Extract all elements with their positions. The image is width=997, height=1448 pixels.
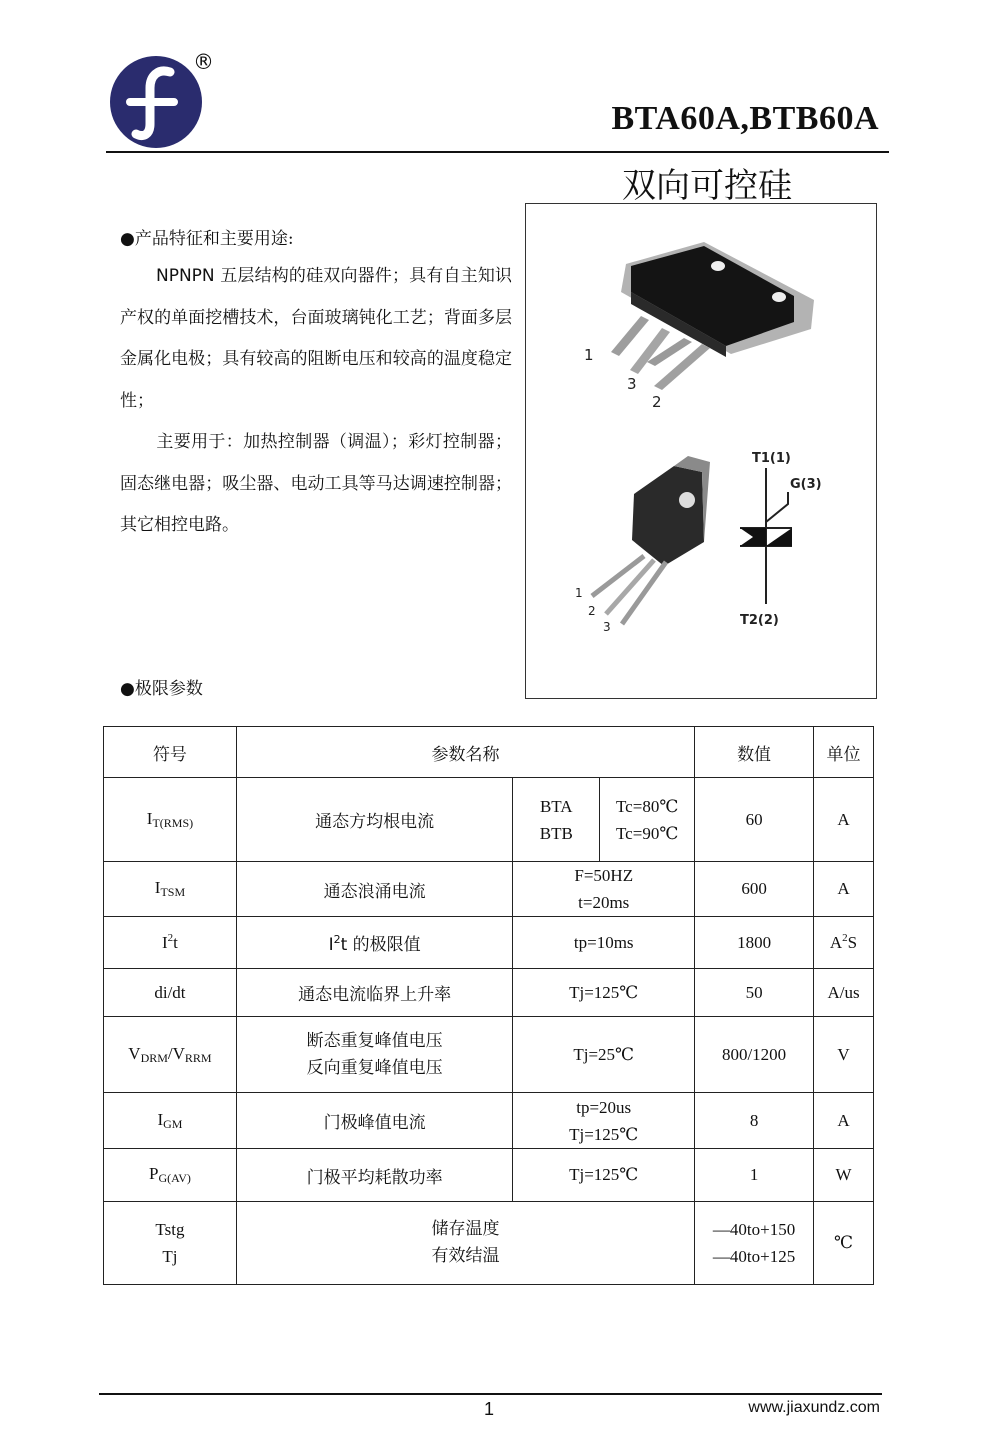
igm-condition: tp=20us Tj=125℃ bbox=[513, 1093, 695, 1149]
itrms-symbol: $I_{T(RMS)}$ bbox=[104, 778, 237, 862]
header-divider bbox=[106, 151, 889, 153]
page-number: 1 bbox=[484, 1399, 495, 1419]
i2t-value: 1800 bbox=[695, 917, 814, 969]
table-row-itrms bbox=[104, 778, 874, 862]
vdrm-unit: V bbox=[814, 1017, 874, 1093]
i2t-condition: tp=10ms bbox=[513, 917, 695, 969]
header-value: 数值 bbox=[695, 727, 814, 778]
didt-name: 通态电流临界上升率 bbox=[236, 969, 512, 1017]
table-row-didt bbox=[104, 969, 874, 1017]
igm-value: 8 bbox=[695, 1093, 814, 1149]
igm-name: 门极峰值电流 bbox=[236, 1093, 512, 1149]
itsm-name: 通态浪涌电流 bbox=[236, 862, 512, 917]
limits-table bbox=[103, 726, 874, 1285]
symbol-t2-label: T2(2) bbox=[740, 613, 779, 628]
temp-unit: ℃ bbox=[814, 1202, 874, 1285]
pkg2-pin-3: 3 bbox=[603, 620, 611, 634]
igm-symbol: $I_{GM}$ bbox=[104, 1093, 237, 1149]
table-row-vdrm bbox=[104, 1017, 874, 1093]
didt-value: 50 bbox=[695, 969, 814, 1017]
table-header-row bbox=[104, 727, 874, 778]
limits-heading: ●极限参数 bbox=[120, 679, 203, 699]
itsm-value: 600 bbox=[695, 862, 814, 917]
table-row-i2t bbox=[104, 917, 874, 969]
header-name: 参数名称 bbox=[236, 727, 694, 778]
package-figure bbox=[525, 203, 877, 699]
triac-symbol bbox=[740, 451, 822, 628]
itsm-condition: F=50HZ t=20ms bbox=[513, 862, 695, 917]
header-symbol: 符号 bbox=[104, 727, 237, 778]
company-logo bbox=[108, 54, 204, 150]
igm-unit: A bbox=[814, 1093, 874, 1149]
itrms-type: BTA BTB bbox=[513, 778, 600, 862]
i2t-unit: $A^2S$ bbox=[814, 917, 874, 969]
table-row-igm bbox=[104, 1093, 874, 1149]
table-row-temperature bbox=[104, 1202, 874, 1285]
symbol-g-label: G(3) bbox=[790, 477, 822, 492]
features-paragraph-2 bbox=[120, 422, 512, 547]
vdrm-name: 断态重复峰值电压 反向重复峰值电压 bbox=[236, 1017, 512, 1093]
itrms-name: 通态方均根电流 bbox=[236, 778, 512, 862]
pgav-unit: W bbox=[814, 1149, 874, 1202]
table-row-itsm bbox=[104, 862, 874, 917]
vdrm-value: 800/1200 bbox=[695, 1017, 814, 1093]
pkg2-pin-2: 2 bbox=[588, 604, 596, 618]
vdrm-condition: Tj=25℃ bbox=[513, 1017, 695, 1093]
itrms-value: 60 bbox=[695, 778, 814, 862]
temp-symbol: Tstg Tj bbox=[104, 1202, 237, 1285]
website-url: www.jiaxundz.com bbox=[748, 1399, 880, 1416]
pgav-value: 1 bbox=[695, 1149, 814, 1202]
pkg2-pin-1: 1 bbox=[575, 586, 583, 600]
itrms-case-temp: Tc=80℃ Tc=90℃ bbox=[600, 778, 695, 862]
pkg1-pin-2: 2 bbox=[652, 393, 662, 411]
i2t-symbol: $I^2t$ bbox=[104, 917, 237, 969]
header-unit: 单位 bbox=[814, 727, 874, 778]
didt-unit: A/us bbox=[814, 969, 874, 1017]
package-to247-view bbox=[575, 456, 710, 634]
features-paragraph-2-text: 主要用于：加热控制器（调温）；彩灯控制器；固态继电器；吸尘器、电动工具等马达调速控制器；其它相控电路。 bbox=[120, 432, 512, 535]
table-row-pgav bbox=[104, 1149, 874, 1202]
features-paragraph-1 bbox=[120, 256, 512, 422]
itrms-unit: A bbox=[814, 778, 874, 862]
pkg1-pin-3: 3 bbox=[627, 375, 637, 393]
temp-name: 储存温度 有效结温 bbox=[236, 1202, 694, 1285]
package-drawings bbox=[526, 204, 875, 697]
symbol-t1-label: T1(1) bbox=[752, 451, 791, 466]
pgav-condition: Tj=125℃ bbox=[513, 1149, 695, 1202]
temp-value: —40to+150 —40to+125 bbox=[695, 1202, 814, 1285]
itsm-unit: A bbox=[814, 862, 874, 917]
package-top-view bbox=[584, 242, 814, 411]
itsm-symbol: $I_{TSM}$ bbox=[104, 862, 237, 917]
footer-divider bbox=[99, 1393, 882, 1395]
i2t-name: $I^2t$ 的极限值 bbox=[236, 917, 512, 969]
features-paragraph-1-text: NPNPN 五层结构的硅双向器件；具有自主知识产权的单面挖槽技术，台面玻璃钝化工艺；背面多层金属化电极；具有较高的阻断电压和较高的温度稳定性； bbox=[120, 266, 512, 411]
didt-symbol: di/dt bbox=[104, 969, 237, 1017]
model-title: BTA60A,BTB60A bbox=[611, 100, 879, 137]
didt-condition: Tj=125℃ bbox=[513, 969, 695, 1017]
registered-mark: ® bbox=[193, 50, 214, 74]
pgav-name: 门极平均耗散功率 bbox=[236, 1149, 512, 1202]
vdrm-symbol: $V_{DRM}/V_{RRM}$ bbox=[104, 1017, 237, 1093]
features-heading: ●产品特征和主要用途: bbox=[120, 229, 294, 249]
pkg1-pin-1: 1 bbox=[584, 346, 594, 364]
pgav-symbol: $P_{G(AV)}$ bbox=[104, 1149, 237, 1202]
product-subtitle: 双向可控硅 bbox=[622, 166, 792, 206]
